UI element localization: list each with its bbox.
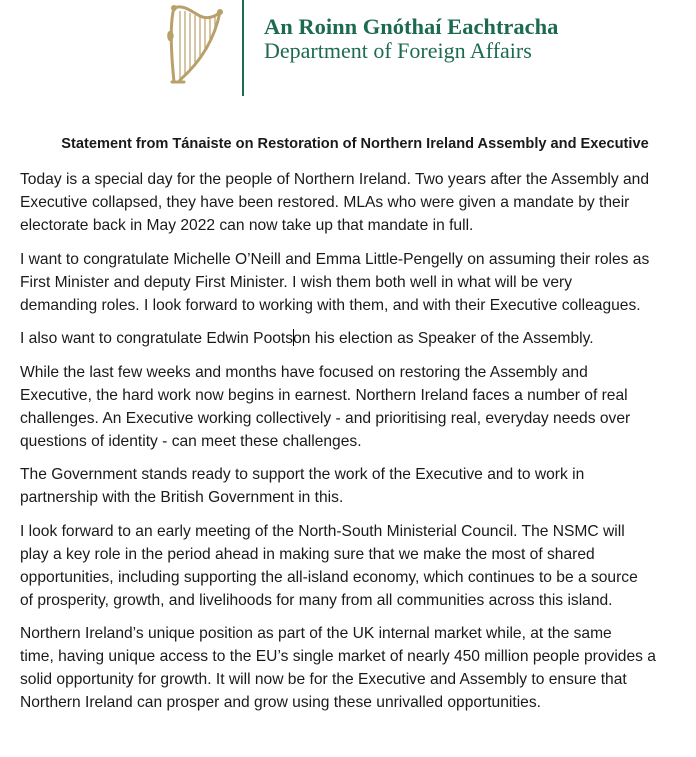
department-name <box>264 14 558 64</box>
paragraph-line: The Government stands ready to support the work of the Executive and to work in <box>20 466 585 483</box>
paragraph-line: partnership with the British Government in this. <box>20 489 344 506</box>
paragraph-line-part: on his election as Speaker of the Assembly. <box>293 330 594 347</box>
paragraph-line: solid opportunity for growth. It will now be for the Executive and Assembly to ensure that <box>20 671 627 688</box>
paragraph-line: Today is a special day for the people of Northern Ireland. Two years after the Assembly and <box>20 171 650 188</box>
paragraph-line: I want to congratulate Michelle O’Neill and Emma Little-Pengelly on assuming their roles as <box>20 250 650 268</box>
paragraph-7 <box>20 622 692 714</box>
paragraph-line: Northern Ireland can prosper and grow using these unrivalled opportunities. <box>20 694 541 711</box>
department-name-irish: An Roinn Gnóthaí Eachtracha <box>264 14 559 39</box>
paragraph-line: demanding roles. I look forward to working with them, and with their Executive colleagues. <box>20 296 641 314</box>
paragraph-line: Northern Ireland’s unique position as part of the UK internal market while, at the same <box>20 625 612 642</box>
paragraph-line-part: I also want to congratulate Edwin Poots <box>20 330 294 347</box>
paragraph-6 <box>20 520 692 612</box>
paragraph-line: I look forward to an early meeting of the North-South Ministerial Council. The NSMC will <box>20 522 625 540</box>
paragraph-line: Executive, the hard work now begins in earnest. Northern Ireland faces a number of real <box>20 386 628 404</box>
paragraph-line: questions of identity - can meet these challenges. <box>20 432 362 450</box>
paragraph-line: Executive collapsed, they have been restored. MLAs who were given a mandate by their <box>20 194 630 211</box>
paragraph-1 <box>20 168 692 237</box>
statement-title: Statement from Tánaiste on Restoration of Northern Ireland Assembly and Executive <box>61 136 649 152</box>
paragraph-line: While the last few weeks and months have focused on restoring the Assembly and <box>20 363 588 381</box>
paragraph-line: opportunities, including supporting the all-island economy, which continues to be a source <box>20 568 638 586</box>
department-name-english: Department of Foreign Affairs <box>264 38 532 64</box>
paragraph-line <box>20 327 692 350</box>
letterhead <box>0 0 696 100</box>
paragraph-2 <box>20 248 692 317</box>
header-divider <box>242 0 244 96</box>
paragraph-line: electorate back in May 2022 can now take up that mandate in full. <box>20 217 474 234</box>
paragraph-line: time, having unique access to the EU’s single market of nearly 450 million people provides a <box>20 648 656 665</box>
paragraph-4 <box>20 361 692 453</box>
harp-icon <box>166 2 224 86</box>
paragraph-line: of prosperity, growth, and livelihoods for many from all communities across this island. <box>20 591 613 609</box>
paragraph-line: play a key role in the period ahead in making sure that we make the most of shared <box>20 545 595 563</box>
statement-body <box>20 168 692 725</box>
paragraph-line: challenges. An Executive working collectively - and prioritising real, everyday needs over <box>20 409 631 427</box>
paragraph-3[interactable] <box>20 327 692 350</box>
paragraph-line: First Minister and deputy First Minister. I wish them both well in what will be very <box>20 273 573 291</box>
paragraph-5 <box>20 463 692 509</box>
